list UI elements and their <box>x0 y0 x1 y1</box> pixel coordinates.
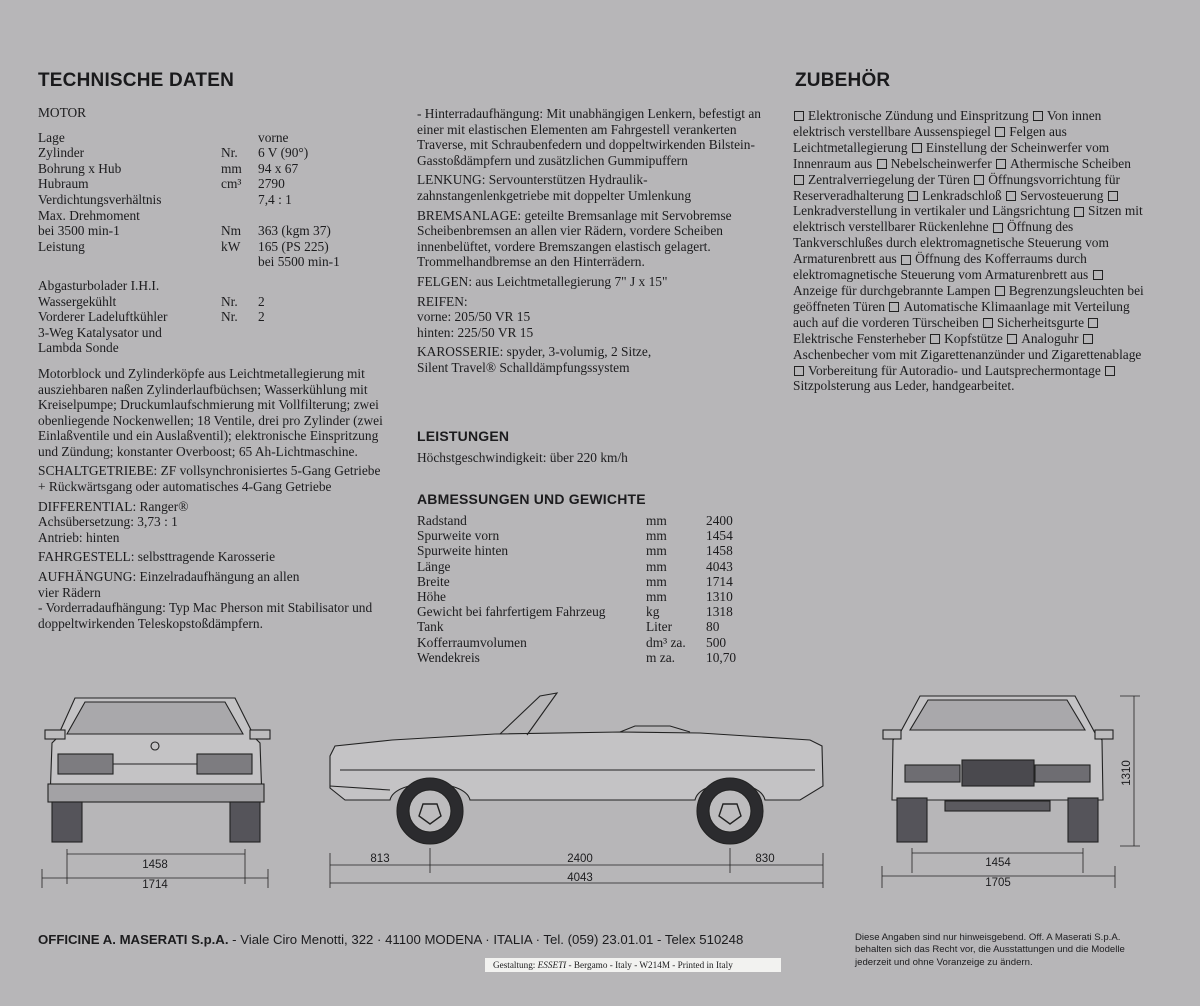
accessory-item: Elektronische Zündung und Einspritzung <box>808 108 1029 123</box>
dimension-unit: kg <box>646 604 660 620</box>
accessory-item: Aschenbecher vom mit Zigarettenanzünder und Zigarettenablage <box>793 346 1142 362</box>
spec-value: bei 5500 min-1 <box>258 254 340 270</box>
spec-unit <box>221 192 258 208</box>
checkbox-icon <box>993 223 1003 233</box>
checkbox-icon <box>1108 191 1118 201</box>
middle-column <box>417 106 767 376</box>
dimension-value: 10,70 <box>706 649 737 665</box>
accessory-item: Elektrische Fensterheber <box>793 330 926 346</box>
dimension-value: 500 <box>706 634 727 650</box>
checkbox-icon <box>1006 191 1016 201</box>
dimension-row <box>417 513 736 528</box>
spec-label: 3-Weg Katalysator und <box>38 324 162 340</box>
side-view-drawing <box>330 693 823 844</box>
spec-label <box>38 254 221 270</box>
tyres-heading: REIFEN: <box>417 293 468 309</box>
checkbox-icon <box>1033 111 1043 121</box>
motor-description: Motorblock und Zylinderköpfe aus Leichtmetallegierung mit ausziehbaren naßen Zylinderlaufbüchsen; Wasserkühlung mit Kreiselpumpe; Druckumlaufschmierung mit Vollfilterung; zwei obenliegende Nockenwellen; 18 Ventile, drei pro Zylinder (zwei Einlaßventile und ein Auslaßventil); elektronische Einspritzung und Zündung; konstanter Overboost; 65 Ah-Lichtmaschine. <box>38 365 383 459</box>
spec-value: 2790 <box>258 176 285 192</box>
turbo-spec-row <box>38 278 383 294</box>
dimension-label: Höhe <box>417 588 447 604</box>
accessory-item: Sicherheitsgurte <box>997 314 1085 330</box>
turbo-spec-row <box>38 309 383 325</box>
front-track-label: 1454 <box>985 857 1011 869</box>
dimension-label: Spurweite vorn <box>417 528 500 544</box>
spec-value: 7,4 : 1 <box>258 191 292 207</box>
spec-label: Max. Drehmoment <box>38 207 140 223</box>
suspension-text: AUFHÄNGUNG: Einzelradaufhängung an allen vier Rädern <box>38 569 300 600</box>
turbo-spec-row <box>38 325 383 341</box>
checkbox-icon <box>889 302 899 312</box>
checkbox-icon <box>1093 270 1103 280</box>
dimensions-table <box>417 513 736 665</box>
differential-text: DIFFERENTIAL: Ranger® <box>38 498 189 514</box>
accessory-item: Lenkradverstellung in vertikaler und Längsrichtung <box>793 203 1070 219</box>
top-speed-text: Höchstgeschwindigkeit: über 220 km/h <box>417 450 628 465</box>
drive-text: Antrieb: hinten <box>38 529 120 545</box>
accessory-item: Nebelscheinwerfer <box>890 155 992 171</box>
spec-label: Abgasturbolader I.H.I. <box>38 277 160 293</box>
accessory-item: Analoguhr <box>1021 330 1079 346</box>
spec-unit: Nr. <box>221 293 238 309</box>
spec-unit <box>221 278 258 294</box>
rear-width-label: 1714 <box>142 879 168 888</box>
checkbox-icon <box>983 318 993 328</box>
engine-spec-row <box>38 176 383 192</box>
company-address: - Viale Ciro Menotti, 322 · 41100 MODENA · ITALIA · Tel. (059) 23.01.01 - Telex 510248 <box>228 932 744 947</box>
accessory-item: Sitzpolsterung aus Leder, handgearbeitet. <box>793 378 1015 394</box>
checkbox-icon <box>974 175 984 185</box>
accessory-item: Vorbereitung für Autoradio- und Lautsprechermontage <box>808 362 1101 378</box>
checkbox-icon <box>794 111 804 121</box>
dimension-value: 80 <box>706 619 720 635</box>
dimension-unit: mm <box>646 573 667 589</box>
checkbox-icon <box>1074 207 1084 217</box>
spec-label: Verdichtungsverhältnis <box>38 191 162 207</box>
checkbox-icon <box>901 255 911 265</box>
checkbox-icon <box>794 366 804 376</box>
body-text: KAROSSERIE: spyder, 3-volumig, 2 Sitze, Silent Travel® Schalldämpfungssystem <box>417 344 652 375</box>
checkbox-icon <box>995 286 1005 296</box>
spec-unit: cm³ <box>221 176 242 192</box>
dimension-label: Kofferraumvolumen <box>417 634 527 650</box>
technical-data-title: TECHNISCHE DATEN <box>38 70 235 91</box>
dimension-unit: mm <box>646 513 667 528</box>
checkbox-icon <box>996 159 1006 169</box>
checkbox-icon <box>1088 318 1098 328</box>
axle-ratio-text: Achsübersetzung: 3,73 : 1 <box>38 514 178 530</box>
accessory-item: Von innen elektrisch verstellbare Aussenspiegel <box>793 108 1102 139</box>
engine-spec-row <box>38 254 383 270</box>
spec-value: 363 (kgm 37) <box>258 223 331 239</box>
dimension-value: 4043 <box>706 558 733 574</box>
checkbox-icon <box>912 143 922 153</box>
spec-unit <box>221 340 258 356</box>
dimension-label: Gewicht bei fahrfertigem Fahrzeug <box>417 604 606 620</box>
spec-unit: mm <box>221 160 242 176</box>
checkbox-icon <box>1105 366 1115 376</box>
accessory-item: Kopfstütze <box>944 330 1003 346</box>
dimension-value: 2400 <box>706 513 733 528</box>
accessory-item: Automatische Klimaanlage mit Verteilung auch auf die vorderen Türscheiben <box>793 298 1130 330</box>
accessory-item: Lenkradschloß <box>922 187 1002 203</box>
accessory-item: Athermische Scheiben <box>1010 155 1131 171</box>
checkbox-icon <box>930 334 940 344</box>
spec-label: Leistung <box>38 238 85 254</box>
engine-spec-row <box>38 130 383 146</box>
company-name: OFFICINE A. MASERATI S.p.A. <box>38 932 229 947</box>
front-suspension-text: - Vorderradaufhängung: Typ Mac Pherson mit Stabilisator und doppeltwirkenden Teleskopstoßdämpfern. <box>38 600 373 631</box>
engine-spec-row <box>38 145 383 161</box>
rims-text: FELGEN: aus Leichtmetallegierung 7" J x 15" <box>417 273 668 289</box>
spec-value: 2 <box>258 309 265 325</box>
spec-label: Vorderer Ladeluftkühler <box>38 309 168 325</box>
front-overhang-label: 813 <box>370 853 390 865</box>
checkbox-icon <box>794 175 804 185</box>
spec-value: 2 <box>258 293 265 309</box>
turbo-spec-row <box>38 294 383 310</box>
design-credit <box>485 958 781 972</box>
dimension-unit: Liter <box>646 619 673 635</box>
credit-label: Gestaltung: <box>493 960 536 970</box>
dimension-value: 1310 <box>706 588 733 604</box>
spec-label: Bohrung x Hub <box>38 160 122 176</box>
accessory-item: Öffnung des Tankverschlußes durch elektromagnetische Steuerung vom Armaturenbrett aus <box>793 219 1109 267</box>
dimension-row <box>417 635 736 650</box>
engine-spec-row <box>38 223 383 239</box>
wheelbase-label: 2400 <box>567 853 593 865</box>
car-drawings <box>0 688 1200 888</box>
dimension-unit: mm <box>646 558 667 574</box>
steering-text: LENKUNG: Servounterstützen Hydraulik-zahnstangenlenkgetriebe mit doppelter Umlenkung <box>417 172 692 203</box>
dimension-value: 1318 <box>706 604 733 620</box>
motor-heading: MOTOR <box>38 105 87 120</box>
accessory-item: Begrenzungsleuchten bei geöffneten Türen <box>793 282 1144 314</box>
rear-view-drawing <box>45 698 270 842</box>
accessory-item: Anzeige für durchgebrannte Lampen <box>793 282 991 298</box>
engine-spec-table <box>38 130 383 270</box>
dimension-label: Radstand <box>417 513 467 528</box>
height-label: 1310 <box>1121 760 1133 786</box>
spec-unit <box>221 254 258 270</box>
spec-label: Lage <box>38 129 65 145</box>
engine-spec-row <box>38 208 383 224</box>
spec-value: 165 (PS 225) <box>258 238 329 254</box>
turbo-spec-row <box>38 340 383 356</box>
turbo-spec-table <box>38 278 383 356</box>
dimension-unit: m za. <box>646 649 675 665</box>
dimension-label: Tank <box>417 619 444 635</box>
accessory-item: Zentralverriegelung der Türen <box>808 171 970 187</box>
dimension-row <box>417 604 736 619</box>
front-view-drawing <box>883 696 1113 842</box>
spec-value: 94 x 67 <box>258 160 299 176</box>
dimension-label: Länge <box>417 558 451 574</box>
dimension-row <box>417 574 736 589</box>
engine-spec-row <box>38 239 383 255</box>
dimension-row <box>417 543 736 558</box>
accessory-item: Sitzen mit elektrisch verstellbarer Rückenlehne <box>793 203 1143 235</box>
dimension-value: 1458 <box>706 543 733 559</box>
front-width-label: 1705 <box>985 877 1011 888</box>
spec-unit: Nr. <box>221 309 238 325</box>
dimension-value: 1454 <box>706 528 733 544</box>
checkbox-icon <box>995 127 1005 137</box>
rear-overhang-label: 830 <box>755 853 775 865</box>
dimension-unit: mm <box>646 528 667 544</box>
spec-label: Hubraum <box>38 176 89 192</box>
brakes-text: BREMSANLAGE: geteilte Bremsanlage mit Servobremse Scheibenbremsen an allen vier Rädern, vordere Scheiben innenbelüftet, vordere Bremszangen elastisch gelagert. Trommelhandbremse an den Hinterrädern. <box>417 207 732 270</box>
credit-name: ESSETI <box>537 960 567 970</box>
dimension-unit: dm³ za. <box>646 634 686 650</box>
dimension-label: Wendekreis <box>417 649 480 665</box>
checkbox-icon <box>1083 334 1093 344</box>
checkbox-icon <box>877 159 887 169</box>
performance-title: LEISTUNGEN <box>417 428 510 444</box>
accessory-item: Einstellung der Scheinwerfer vom Innenraum aus <box>793 139 1110 171</box>
spec-label: Wassergekühlt <box>38 293 117 309</box>
spec-label: bei 3500 min-1 <box>38 223 120 239</box>
dimension-row <box>417 528 736 543</box>
company-line <box>38 932 743 947</box>
gearbox-text: SCHALTGETRIEBE: ZF vollsynchronisiertes 5-Gang Getriebe + Rückwärtsgang oder automatisches 4-Gang Getriebe <box>38 463 381 495</box>
dimensions-title: ABMESSUNGEN UND GEWICHTE <box>417 491 646 507</box>
dimension-row <box>417 589 736 604</box>
rear-suspension-text: - Hinterradaufhängung: Mit unabhängigen Lenkern, befestigt an einer mit elastischen Elementen am Fahrgestell verankerten Traverse, mit Schraubenfedern und doppeltwirkenden Bilstein-Gasstoßdämpfern und zusätzlichen Gummipuffern <box>417 106 761 168</box>
accessory-item: Felgen aus Leichtmetallegierung <box>793 123 1067 155</box>
spec-unit <box>221 325 258 341</box>
rear-track-label: 1458 <box>142 859 168 871</box>
spec-unit: Nm <box>221 223 242 239</box>
spec-label: Zylinder <box>38 145 85 161</box>
spec-unit <box>221 208 258 224</box>
engine-spec-row <box>38 161 383 177</box>
dimension-value: 1714 <box>706 573 733 589</box>
checkbox-icon <box>1007 334 1017 344</box>
spec-unit: Nr. <box>221 145 238 161</box>
dimension-label: Breite <box>417 573 450 589</box>
accessories-list <box>793 108 1145 394</box>
dimension-row <box>417 619 736 634</box>
checkbox-icon <box>908 191 918 201</box>
dimension-unit: mm <box>646 543 667 559</box>
spec-value: 6 V (90°) <box>258 145 309 161</box>
dimension-unit: mm <box>646 588 667 604</box>
dimension-row <box>417 559 736 574</box>
engine-spec-row <box>38 192 383 208</box>
accessory-item: Öffnungsvorrichtung für Reserveradhalterung <box>793 171 1120 203</box>
left-column <box>38 105 383 631</box>
tyres-front: vorne: 205/50 VR 15 <box>417 309 531 325</box>
spec-value: vorne <box>258 129 289 145</box>
disclaimer: Diese Angaben sind nur hinweisgebend. Off. A Maserati S.p.A. behalten sich das Recht vor, die Ausstattungen und die Modelle jederzeit und ohne Voranzeige zu ändern. <box>855 932 1125 968</box>
spec-unit <box>221 130 258 146</box>
credit-rest: - Bergamo - Italy - W214M - Printed in Italy <box>566 960 733 970</box>
length-label: 4043 <box>567 872 593 884</box>
dimension-row <box>417 650 736 665</box>
accessory-item: Öffnung des Kofferraums durch elektromagnetische Steuerung vom Armaturenbrett aus <box>793 251 1089 283</box>
tyres-rear: hinten: 225/50 VR 15 <box>417 324 534 340</box>
chassis-text: FAHRGESTELL: selbsttragende Karosserie <box>38 549 276 565</box>
accessories-title: ZUBEHÖR <box>795 70 891 91</box>
spec-unit: kW <box>221 238 241 254</box>
dimension-label: Spurweite hinten <box>417 543 509 559</box>
accessory-item: Servosteuerung <box>1020 187 1104 203</box>
spec-label: Lambda Sonde <box>38 340 119 356</box>
